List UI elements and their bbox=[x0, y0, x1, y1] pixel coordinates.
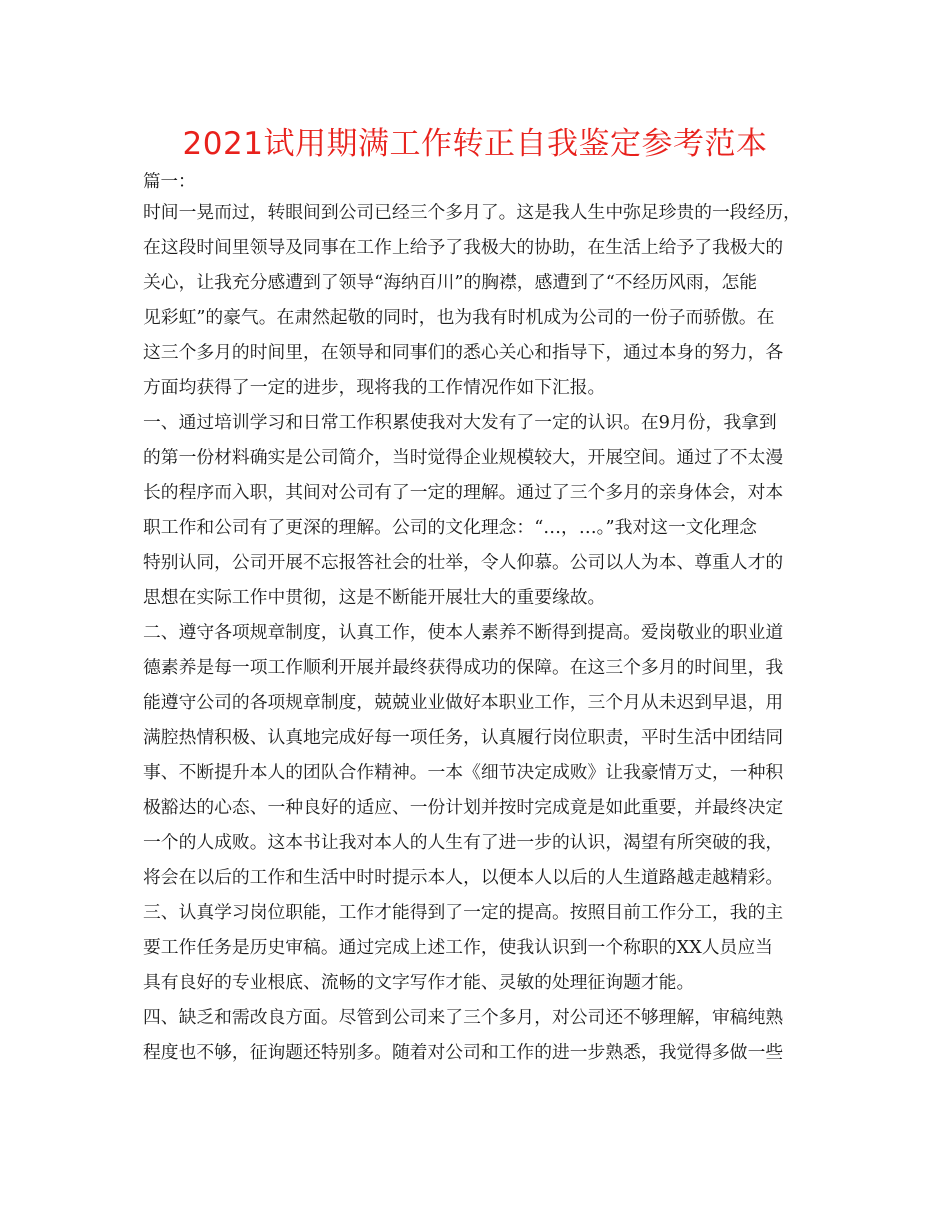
body-line: 一个的人成败。这本书让我对本人的人生有了进一步的认识，渴望有所突破的我， bbox=[143, 832, 784, 853]
body-line: 事、不断提升本人的团队合作精神。一本《细节决定成败》让我豪情万丈，一种积 bbox=[143, 762, 784, 783]
body-line: 长的程序而入职，其间对公司有了一定的理解。通过了三个多月的亲身体会，对本 bbox=[143, 482, 784, 503]
body-line: 思想在实际工作中贯彻，这是不断能开展壮大的重要缘故。 bbox=[143, 587, 606, 608]
body-line: 四、缺乏和需改良方面。尽管到公司来了三个多月，对公司还不够理解，审稿纯熟 bbox=[143, 1007, 784, 1028]
body-line: 二、遵守各项规章制度，认真工作，使本人素养不断得到提高。爱岗敬业的职业道 bbox=[143, 622, 784, 643]
body-line: 极豁达的心态、一种良好的适应、一份计划并按时完成竟是如此重要，并最终决定 bbox=[143, 797, 784, 818]
body-line: 能遵守公司的各项规章制度，兢兢业业做好本职业工作，三个月从未迟到早退，用 bbox=[143, 692, 784, 713]
body-line: 方面均获得了一定的进步，现将我的工作情况作如下汇报。 bbox=[143, 377, 606, 398]
body-line: 要工作任务是历史审稿。通过完成上述工作，使我认识到一个称职的XX人员应当 bbox=[143, 937, 773, 958]
body-line: 这三个多月的时间里，在领导和同事们的悉心关心和指导下，通过本身的努力，各 bbox=[143, 342, 784, 363]
body-line: 程度也不够，征询题还特别多。随着对公司和工作的进一步熟悉，我觉得多做一些 bbox=[143, 1042, 784, 1063]
body-line: 满腔热情积极、认真地完成好每一项任务，认真履行岗位职责，平时生活中团结同 bbox=[143, 727, 784, 748]
body-line: 三、认真学习岗位职能，工作才能得到了一定的提高。按照目前工作分工，我的主 bbox=[143, 902, 784, 923]
body-line: 职工作和公司有了更深的理解。公司的文化理念：“…，…。”我对这一文化理念 bbox=[143, 517, 757, 538]
body-line: 一、通过培训学习和日常工作积累使我对大发有了一定的认识。在9月份，我拿到 bbox=[143, 412, 777, 433]
body-line: 具有良好的专业根底、流畅的文字写作才能、灵敏的处理征询题才能。 bbox=[143, 972, 695, 993]
body-line: 见彩虹”的豪气。在肃然起敬的同时，也为我有时机成为公司的一份子而骄傲。在 bbox=[143, 307, 775, 328]
body-line: 将会在以后的工作和生活中时时提示本人，以便本人以后的人生道路越走越精彩。 bbox=[143, 867, 784, 888]
body-line: 的第一份材料确实是公司简介，当时觉得企业规模较大，开展空间。通过了不太漫 bbox=[143, 447, 784, 468]
section-label: 篇一： bbox=[143, 172, 196, 192]
body-line: 关心，让我充分感遭到了领导“海纳百川”的胸襟，感遭到了“不经历风雨，怎能 bbox=[143, 272, 758, 293]
body-line: 特别认同，公司开展不忘报答社会的壮举，令人仰慕。公司以人为本、尊重人才的 bbox=[143, 552, 784, 573]
body-line: 在这段时间里领导及同事在工作上给予了我极大的协助，在生活上给予了我极大的 bbox=[143, 237, 784, 258]
document-title: 2021试用期满工作转正自我鉴定参考范本 bbox=[182, 126, 768, 162]
body-line: 时间一晃而过，转眼间到公司已经三个多月了。这是我人生中弥足珍贵的一段经历， bbox=[143, 202, 801, 223]
body-line: 德素养是每一项工作顺利开展并最终获得成功的保障。在这三个多月的时间里，我 bbox=[143, 657, 784, 678]
